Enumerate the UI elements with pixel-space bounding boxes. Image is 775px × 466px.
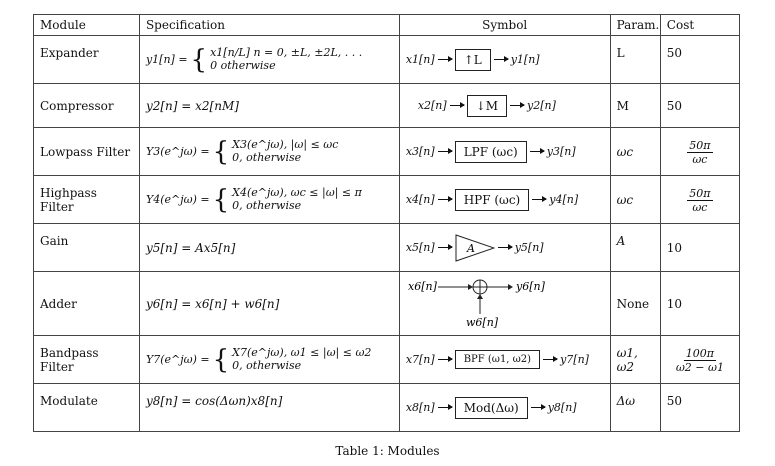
- module-name: Expander: [34, 36, 140, 84]
- arrow-right-icon: [494, 59, 508, 60]
- spec-case-1: x1[n/L] n = 0, ±L, ±2L, . . .: [210, 45, 363, 59]
- symbol-block: BPF (ω1, ω2): [455, 350, 540, 369]
- symbol-output: y5[n]: [514, 241, 544, 254]
- header-symbol: Symbol: [399, 15, 610, 36]
- param: M: [610, 84, 660, 128]
- module-name: Modulate: [34, 384, 140, 432]
- arrow-right-icon: [438, 247, 452, 248]
- table-row: [34, 128, 740, 176]
- spec-case-1: X4(e^jω), ωc ≤ |ω| ≤ π: [232, 185, 362, 199]
- specification: y8[n] = cos(Δωn)x8[n]: [139, 384, 399, 432]
- cost-denominator: ω2 − ω1: [675, 360, 724, 374]
- header-specification: Specification: [139, 15, 399, 36]
- arrow-right-icon: [532, 199, 546, 200]
- symbol-block: Mod(Δω): [455, 397, 528, 419]
- specification: y6[n] = x6[n] + w6[n]: [139, 272, 399, 336]
- arrow-right-icon: [438, 359, 452, 360]
- cost-numerator: 50π: [689, 138, 711, 152]
- table-row: [34, 84, 740, 128]
- specification: Y3(e^jω) = { X3(e^jω), |ω| ≤ ωc 0, otherwise: [139, 128, 399, 176]
- symbol: [399, 128, 610, 176]
- arrow-right-icon: [543, 359, 557, 360]
- specification: Y4(e^jω) = { X4(e^jω), ωc ≤ |ω| ≤ π 0, otherwise: [139, 176, 399, 224]
- param: L: [610, 36, 660, 84]
- spec-lhs: y1[n] =: [145, 53, 188, 66]
- header-module: Module: [34, 15, 140, 36]
- symbol: [399, 384, 610, 432]
- gain-label: A: [466, 241, 475, 255]
- header-row: [34, 15, 740, 36]
- symbol-input: x7[n]: [405, 353, 435, 366]
- cost: [660, 128, 739, 176]
- spec-lhs: Y7(e^jω) =: [145, 353, 210, 366]
- param: ωc: [610, 176, 660, 224]
- table-row: [34, 224, 740, 272]
- gain-triangle-icon: [455, 234, 495, 262]
- cost-numerator: 50π: [689, 186, 711, 200]
- symbol-output: y4[n]: [549, 193, 579, 206]
- symbol-input: x8[n]: [405, 401, 435, 414]
- spec-case-2: 0, otherwise: [232, 150, 302, 164]
- spec-lhs: Y4(e^jω) =: [145, 193, 210, 206]
- arrow-right-icon: [510, 105, 524, 106]
- specification: y1[n] = { x1[n/L] n = 0, ±L, ±2L, . . . 0 otherwise: [139, 36, 399, 84]
- param: None: [610, 272, 660, 336]
- table-caption: Table 1: Modules: [335, 444, 440, 458]
- table-row: [34, 176, 740, 224]
- arrow-right-icon: [498, 247, 512, 248]
- module-name: Lowpass Filter: [34, 128, 140, 176]
- cost: 10: [660, 224, 739, 272]
- table-row: [34, 384, 740, 432]
- spec-case-1: X3(e^jω), |ω| ≤ ωc: [232, 137, 339, 151]
- symbol-input: x4[n]: [405, 193, 435, 206]
- cost-denominator: ωc: [692, 152, 708, 166]
- arrow-right-icon: [438, 151, 452, 152]
- symbol-input: x6[n]: [407, 279, 437, 293]
- spec-case-2: 0 otherwise: [210, 58, 276, 72]
- symbol-input: x3[n]: [405, 145, 435, 158]
- symbol-block: HPF (ωc): [455, 189, 530, 211]
- param: Δω: [610, 384, 660, 432]
- symbol-input-2: w6[n]: [465, 315, 498, 329]
- spec-lhs: Y3(e^jω) =: [145, 145, 210, 158]
- symbol: [399, 84, 610, 128]
- cost: 50: [660, 384, 739, 432]
- header-cost: Cost: [660, 15, 739, 36]
- cost: 50: [660, 84, 739, 128]
- symbol: [399, 36, 610, 84]
- symbol-input: x1[n]: [405, 53, 435, 66]
- table-row: [34, 36, 740, 84]
- cost: 50: [660, 36, 739, 84]
- symbol-output: y7[n]: [560, 353, 589, 366]
- cost: 10: [660, 272, 739, 336]
- cost: [660, 176, 739, 224]
- arrow-right-icon: [438, 59, 452, 60]
- specification: Y7(e^jω) = { X7(e^jω), ω1 ≤ |ω| ≤ ω2 0, otherwise: [139, 336, 399, 384]
- symbol-output: y2[n]: [527, 99, 556, 112]
- symbol-block: ↑L: [455, 49, 491, 71]
- arrow-right-icon: [450, 105, 464, 106]
- symbol-output: y8[n]: [547, 401, 577, 414]
- param: A: [610, 224, 660, 272]
- arrow-right-icon: [438, 407, 452, 408]
- spec-case-1: X7(e^jω), ω1 ≤ |ω| ≤ ω2: [232, 345, 372, 359]
- cost-denominator: ωc: [692, 200, 708, 214]
- module-name: Highpass Filter: [34, 176, 140, 224]
- cost-numerator: 100π: [685, 346, 714, 360]
- symbol-output: y6[n]: [515, 279, 545, 293]
- module-name: Bandpass Filter: [34, 336, 140, 384]
- adder-diagram: [406, 276, 604, 332]
- arrow-right-icon: [530, 151, 544, 152]
- symbol: [399, 224, 610, 272]
- symbol: [399, 272, 610, 336]
- module-name: Compressor: [34, 84, 140, 128]
- header-param: Param.: [610, 15, 660, 36]
- module-name: Adder: [34, 272, 140, 336]
- table-row: [34, 336, 740, 384]
- param: ωc: [610, 128, 660, 176]
- symbol-output: y3[n]: [546, 145, 576, 158]
- arrow-right-icon: [438, 199, 452, 200]
- specification: y2[n] = x2[nM]: [139, 84, 399, 128]
- module-name: Gain: [34, 224, 140, 272]
- modules-table: [33, 14, 740, 432]
- specification: y5[n] = Ax5[n]: [139, 224, 399, 272]
- symbol-input: x2[n]: [417, 99, 447, 112]
- symbol-input: x5[n]: [405, 241, 435, 254]
- arrow-right-icon: [531, 407, 545, 408]
- param: ω1, ω2: [610, 336, 660, 384]
- spec-case-2: 0, otherwise: [232, 358, 302, 372]
- symbol-block: LPF (ωc): [455, 141, 527, 163]
- table-row: [34, 272, 740, 336]
- symbol: [399, 336, 610, 384]
- symbol-block: ↓M: [467, 95, 507, 117]
- cost: [660, 336, 739, 384]
- symbol-output: y1[n]: [510, 53, 540, 66]
- symbol: [399, 176, 610, 224]
- spec-case-2: 0, otherwise: [232, 198, 302, 212]
